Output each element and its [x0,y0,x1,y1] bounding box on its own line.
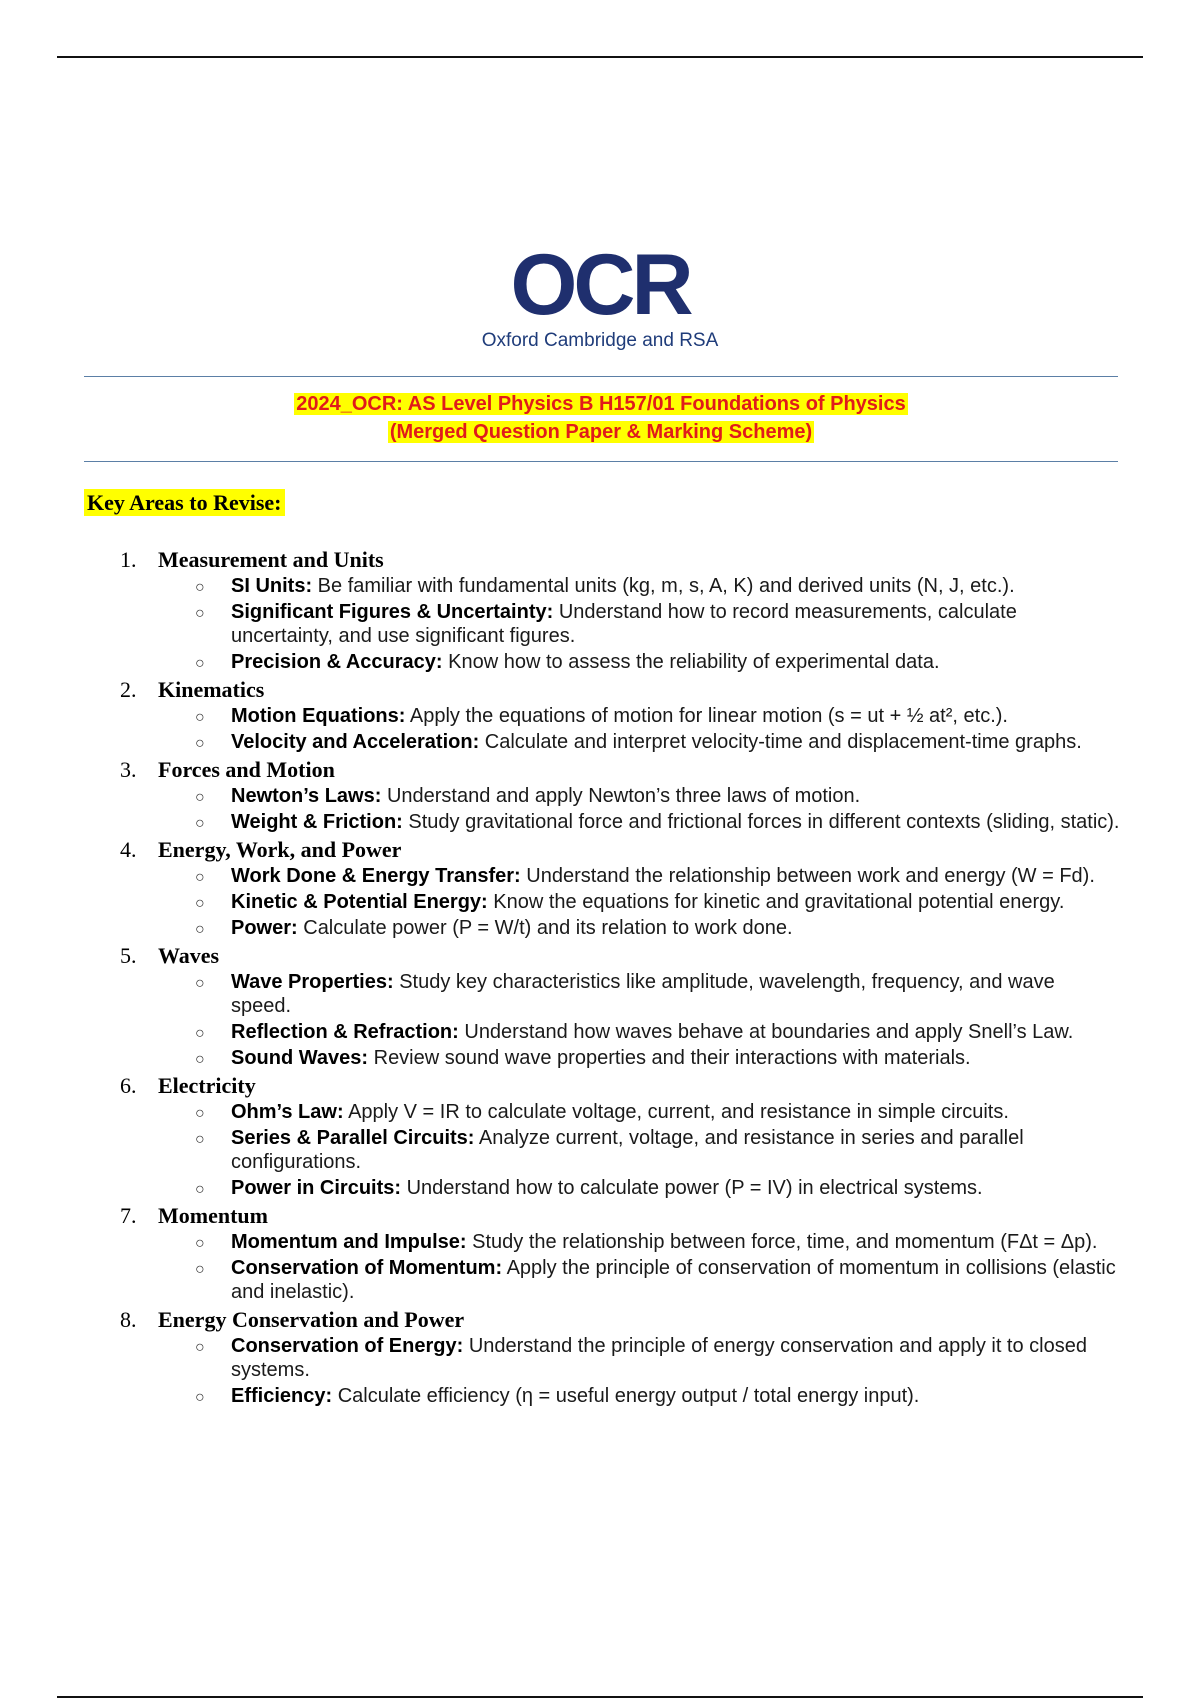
subtopic-text: Understand and apply Newton’s three laws of motion. [381,785,861,807]
subtopic-item [120,1020,1120,1044]
topic-heading [120,836,1120,864]
subtopic-item [120,1126,1120,1174]
title-rule-bottom [84,461,1118,462]
hollow-circle-bullet-icon: ○ [195,869,205,886]
hollow-circle-bullet-icon: ○ [195,789,205,806]
subtopic-text: Understand how to record measurements, calculate uncertainty, and use significant figures. [231,601,1017,647]
subtopic-label: Velocity and Acceleration: [231,731,480,753]
topic-number: 5. [120,943,137,968]
subtopic-text: Understand the relationship between work and energy (W = Fd). [520,865,1095,887]
subtopic-label: Wave Properties: [231,971,394,993]
subtopic-label: Work Done & Energy Transfer: [231,865,521,887]
subtopic-item [120,1230,1120,1254]
topic-heading [120,1072,1120,1100]
subtopic-item [120,1256,1120,1304]
topic-heading [120,756,1120,784]
subtopic-label: Conservation of Momentum: [231,1257,503,1279]
topic-item [120,1072,1120,1200]
subtopic-label: SI Units: [231,575,313,597]
hollow-circle-bullet-icon: ○ [195,1051,205,1068]
subtopic-item [120,1100,1120,1124]
subtopic-list [120,574,1120,674]
subtopic-item [120,970,1120,1018]
subtopic-text: Apply the principle of conservation of momentum in collisions (elastic and inelastic). [231,1257,1116,1303]
subtopic-text: Be familiar with fundamental units (kg, m, s, A, K) and derived units (N, J, etc.). [312,575,1015,597]
subtopic-label: Reflection & Refraction: [231,1021,459,1043]
document-title [84,390,1118,446]
subtopic-item [120,704,1120,728]
subtopic-text: Know the equations for kinetic and gravitational potential energy. [487,891,1065,913]
hollow-circle-bullet-icon: ○ [195,1105,205,1122]
hollow-circle-bullet-icon: ○ [195,1339,205,1356]
subtopic-item [120,574,1120,598]
subtopic-list [120,1334,1120,1408]
subtopic-text: Study key characteristics like amplitude, wavelength, frequency, and wave speed. [231,971,1055,1017]
subtopic-list [120,1230,1120,1304]
subtopic-item [120,1334,1120,1382]
topic-heading [120,676,1120,704]
subtopic-item [120,784,1120,808]
subtopic-text: Calculate power (P = W/t) and its relation to work done. [297,917,793,939]
subtopic-label: Sound Waves: [231,1047,369,1069]
logo-subtitle: Oxford Cambridge and RSA [481,330,719,351]
subtopic-item [120,1046,1120,1070]
title-rule-top [84,376,1118,377]
topic-number: 3. [120,757,137,782]
hollow-circle-bullet-icon: ○ [195,815,205,832]
subtopic-list [120,704,1120,754]
topic-title: Momentum [158,1203,268,1228]
subtopic-text: Calculate and interpret velocity-time and displacement-time graphs. [479,731,1082,753]
topic-title: Energy, Work, and Power [158,837,402,862]
topic-title: Kinematics [158,677,265,702]
hollow-circle-bullet-icon: ○ [195,1235,205,1252]
subtopic-label: Power in Circuits: [231,1177,402,1199]
subtopic-text: Understand the principle of energy conservation and apply it to closed systems. [231,1335,1087,1381]
subtopic-item [120,864,1120,888]
topic-item [120,546,1120,674]
topic-heading [120,1202,1120,1230]
subtopic-item [120,650,1120,674]
subtopic-item [120,600,1120,648]
subtopic-text: Study the relationship between force, time, and momentum (FΔt = Δp). [466,1231,1098,1253]
topic-item [120,1202,1120,1304]
subtopic-list [120,784,1120,834]
topic-title: Waves [158,943,220,968]
subtopic-label: Kinetic & Potential Energy: [231,891,488,913]
hollow-circle-bullet-icon: ○ [195,1389,205,1406]
subtopic-text: Know how to assess the reliability of experimental data. [442,651,940,673]
topic-title: Measurement and Units [158,547,384,572]
subtopic-label: Motion Equations: [231,705,406,727]
topic-item [120,836,1120,940]
subtopic-label: Momentum and Impulse: [231,1231,467,1253]
subtopic-list [120,970,1120,1070]
topic-item [120,942,1120,1070]
topic-number: 1. [120,547,137,572]
topic-number: 2. [120,677,137,702]
subtopic-item [120,1384,1120,1408]
subtopic-item [120,890,1120,914]
title-line-2: (Merged Question Paper & Marking Scheme) [389,421,813,443]
topic-title: Forces and Motion [158,757,335,782]
hollow-circle-bullet-icon: ○ [195,655,205,672]
hollow-circle-bullet-icon: ○ [195,921,205,938]
subtopic-text: Understand how to calculate power (P = IV) in electrical systems. [401,1177,983,1199]
topic-heading [120,546,1120,574]
subtopic-item [120,1176,1120,1200]
subtopic-label: Efficiency: [231,1385,333,1407]
topic-heading [120,942,1120,970]
subtopic-list [120,1100,1120,1200]
topic-title: Energy Conservation and Power [158,1307,465,1332]
topic-number: 6. [120,1073,137,1098]
hollow-circle-bullet-icon: ○ [195,1261,205,1278]
topic-number: 8. [120,1307,137,1332]
subtopic-label: Significant Figures & Uncertainty: [231,601,554,623]
subtopic-label: Ohm’s Law: [231,1101,344,1123]
topic-item [120,1306,1120,1408]
hollow-circle-bullet-icon: ○ [195,709,205,726]
hollow-circle-bullet-icon: ○ [195,605,205,622]
subtopic-item [120,916,1120,940]
subtopic-text: Understand how waves behave at boundaries and apply Snell’s Law. [458,1021,1074,1043]
subtopic-label: Series & Parallel Circuits: [231,1127,475,1149]
subtopic-label: Conservation of Energy: [231,1335,464,1357]
logo-mark: OCR [510,246,690,333]
hollow-circle-bullet-icon: ○ [195,1025,205,1042]
topic-number: 7. [120,1203,137,1228]
subtopic-label: Weight & Friction: [231,811,403,833]
page-bottom-rule [57,1696,1143,1698]
subtopic-text: Study gravitational force and frictional forces in different contexts (sliding, static). [402,811,1120,833]
page-top-rule [57,56,1143,58]
ocr-logo [455,246,745,356]
subtopic-list [120,864,1120,940]
section-heading: Key Areas to Revise: [84,488,285,518]
hollow-circle-bullet-icon: ○ [195,735,205,752]
subtopic-text: Analyze current, voltage, and resistance in series and parallel configurations. [231,1127,1024,1173]
subtopic-text: Apply the equations of motion for linear motion (s = ut + ½ at², etc.). [405,705,1008,727]
hollow-circle-bullet-icon: ○ [195,895,205,912]
subtopic-item [120,810,1120,834]
hollow-circle-bullet-icon: ○ [195,1181,205,1198]
topic-heading [120,1306,1120,1334]
subtopic-label: Power: [231,917,298,939]
subtopic-label: Precision & Accuracy: [231,651,443,673]
topic-number: 4. [120,837,137,862]
subtopic-text: Review sound wave properties and their interactions with materials. [368,1047,971,1069]
topic-title: Electricity [158,1073,256,1098]
hollow-circle-bullet-icon: ○ [195,1131,205,1148]
title-line-1: 2024_OCR: AS Level Physics B H157/01 Foundations of Physics [296,393,906,415]
subtopic-label: Newton’s Laws: [231,785,382,807]
topic-item [120,676,1120,754]
hollow-circle-bullet-icon: ○ [195,975,205,992]
hollow-circle-bullet-icon: ○ [195,579,205,596]
topic-list [120,546,1120,1410]
subtopic-text: Calculate efficiency (η = useful energy output / total energy input). [332,1385,920,1407]
subtopic-item [120,730,1120,754]
topic-item [120,756,1120,834]
subtopic-text: Apply V = IR to calculate voltage, current, and resistance in simple circuits. [343,1101,1009,1123]
